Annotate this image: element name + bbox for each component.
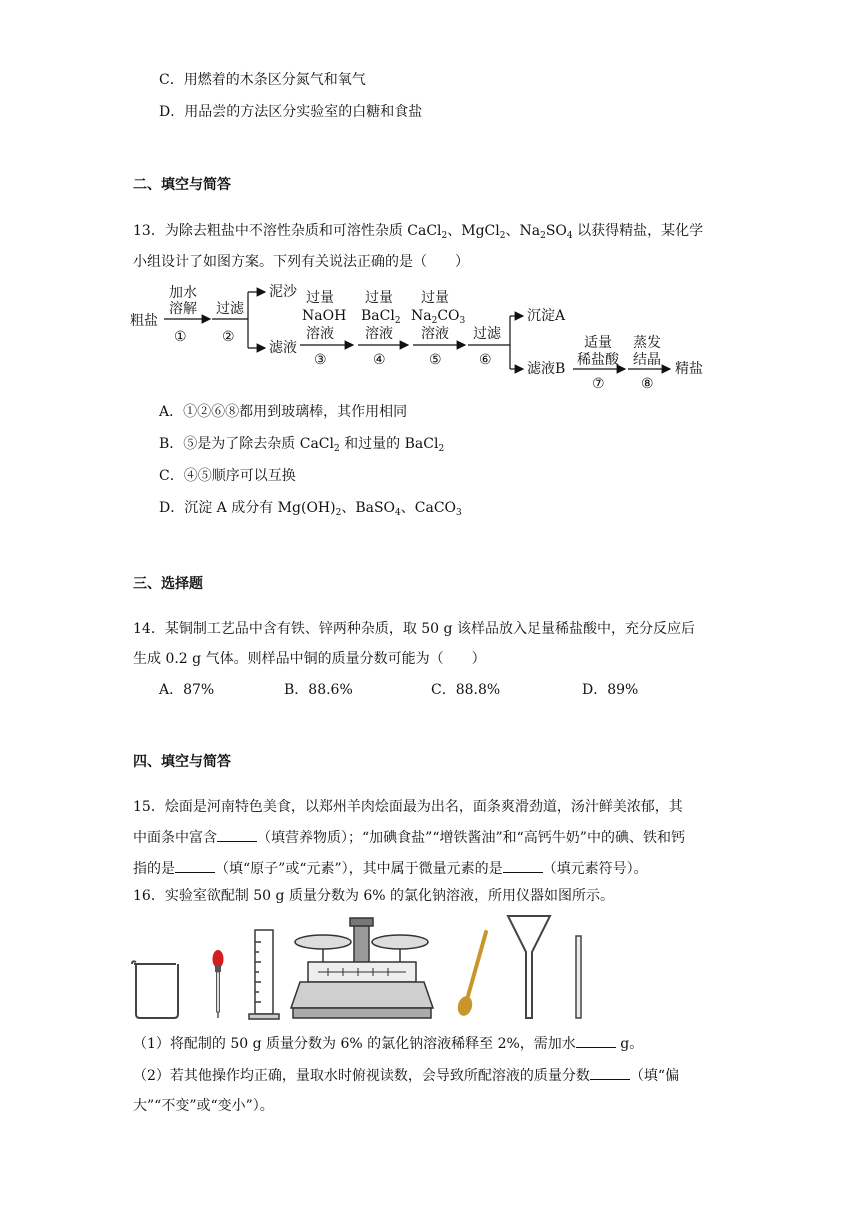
funnel-icon	[508, 916, 550, 1018]
flow-step4-top1: 过量	[365, 290, 393, 306]
flow-step7-num: ⑦	[592, 376, 605, 392]
flow-step7-top2: 稀盐酸	[577, 352, 619, 368]
q13-stem-line1: 13．为除去粗盐中不溶性杂质和可溶性杂质 CaCl$_2$、MgCl$_2$、$Na_2SO_4$ 以获得精盐，某化学	[133, 223, 704, 241]
section-title-2: 二、填空与简答	[133, 177, 231, 193]
flow-step6-num: ⑥	[479, 352, 492, 368]
salt-purification-flowchart	[128, 282, 718, 392]
glass-rod-icon	[576, 936, 581, 1018]
flow-fine-salt: 精盐	[675, 361, 703, 377]
q13-option-c: C．④⑤顺序可以互换	[159, 468, 296, 484]
flow-step2-num: ②	[222, 329, 235, 345]
q16-blank-water-mass[interactable]	[576, 1033, 616, 1048]
flow-filtrate: 滤液	[269, 340, 297, 356]
q15-line3: 指的是 （填“原子”或“元素”），其中属于微量元素的是 （填元素符号）。	[133, 858, 648, 879]
flow-step8-num: ⑧	[641, 376, 654, 392]
section-title-3: 三、选择题	[133, 576, 203, 592]
svg-text:Na2CO3: $Na_2CO_3$	[411, 308, 466, 326]
q16-sub1: （1）将配制的 50 g 质量分数为 6% 的氯化钠溶液稀释至 2%，需加水 g。	[133, 1033, 643, 1054]
section-title-4: 四、填空与简答	[133, 754, 231, 770]
flow-filter2: 过滤	[473, 326, 501, 342]
flow-step7-top1: 适量	[584, 335, 612, 351]
flow-filtrate-b: 滤液B	[527, 361, 566, 377]
q14-option-a: A．87%	[159, 682, 215, 698]
flow-step1-num: ①	[174, 329, 187, 345]
flow-step3-top1: 过量	[306, 290, 334, 306]
q16-sub2: （2）若其他操作均正确，量取水时俯视读数，会导致所配溶液的质量分数 （填“偏	[133, 1065, 679, 1086]
flow-step5-top3: 溶液	[421, 326, 449, 342]
q14-stem-line2: 生成 0.2 g 气体。则样品中铜的质量分数可能为（ ）	[133, 651, 486, 667]
flow-step8-top1: 蒸发	[633, 335, 661, 351]
graduated-cylinder-icon	[249, 930, 279, 1019]
q15-blank-nutrient[interactable]	[217, 827, 257, 842]
q12-option-d: D．用品尝的方法区分实验室的白糖和食盐	[159, 104, 423, 120]
q13-option-d: D．沉淀 A 成分有 $Mg(OH)_2$、BaSO$_4$、CaCO$_3$	[159, 500, 462, 518]
flow-step4-num: ④	[373, 352, 386, 368]
flow-sediment: 泥沙	[269, 284, 297, 300]
flow-step8-top2: 结晶	[633, 352, 661, 368]
q14-stem-line1: 14．某铜制工艺品中含有铁、锌两种杂质，取 50 g 该样品放入足量稀盐酸中，充分反应后	[133, 621, 695, 637]
lab-apparatus-figure	[128, 914, 598, 1024]
svg-text:BaCl2: BaCl$_2$	[361, 308, 401, 326]
q12-option-c: C．用燃着的木条区分氮气和氧气	[159, 72, 366, 88]
flow-step1-top2: 溶解	[169, 301, 197, 317]
q16-stem: 16．实验室欲配制 50 g 质量分数为 6% 的氯化钠溶液，所用仪器如图所示。	[133, 888, 615, 904]
q13-stem-line2: 小组设计了如图方案。下列有关说法正确的是（ ）	[133, 254, 469, 270]
q13-option-b: B．⑤是为了除去杂质 CaCl$_2$ 和过量的 BaCl$_2$	[159, 436, 445, 454]
balance-icon	[291, 918, 433, 1018]
flow-precipitate-a: 沉淀A	[527, 308, 566, 324]
q14-option-b: B．88.6%	[284, 682, 353, 698]
q15-blank-trace-element[interactable]	[503, 858, 543, 873]
q15-line1: 15．烩面是河南特色美食，以郑州羊肉烩面最为出名，面条爽滑劲道，汤汁鲜美浓郁，其	[133, 799, 683, 815]
q14-option-c: C．88.8%	[431, 682, 501, 698]
spoon-icon	[456, 932, 486, 1017]
flow-step5-top2: Na	[411, 308, 432, 324]
flow-step4-top3: 溶液	[365, 326, 393, 342]
dropper-icon	[213, 950, 224, 1018]
q13-option-a: A．①②⑥⑧都用到玻璃棒，其作用相同	[159, 404, 408, 420]
flow-step5-top1: 过量	[421, 290, 449, 306]
flow-step3-top3: 溶液	[306, 326, 334, 342]
q15-blank-atom-or-element[interactable]	[175, 858, 215, 873]
flow-step3-num: ③	[314, 352, 327, 368]
flow-step5-num: ⑤	[429, 352, 442, 368]
q16-sub2-line2: 大”“不变”或“变小”）。	[133, 1098, 274, 1114]
q15-line2: 中面条中富含 （填营养物质）；“加碘食盐”“增铁酱油”和“高钙牛奶”中的碘、铁和钙	[133, 827, 685, 848]
beaker-icon	[132, 961, 178, 1018]
q14-option-d: D．89%	[582, 682, 639, 698]
flow-step3-top2: NaOH	[302, 308, 347, 324]
flow-crude-salt: 粗盐	[130, 313, 158, 329]
flow-filter1: 过滤	[216, 301, 244, 317]
q16-blank-concentration[interactable]	[590, 1065, 630, 1080]
flow-step1-top1: 加水	[169, 285, 197, 301]
flow-step4-top2: BaCl	[361, 308, 395, 324]
